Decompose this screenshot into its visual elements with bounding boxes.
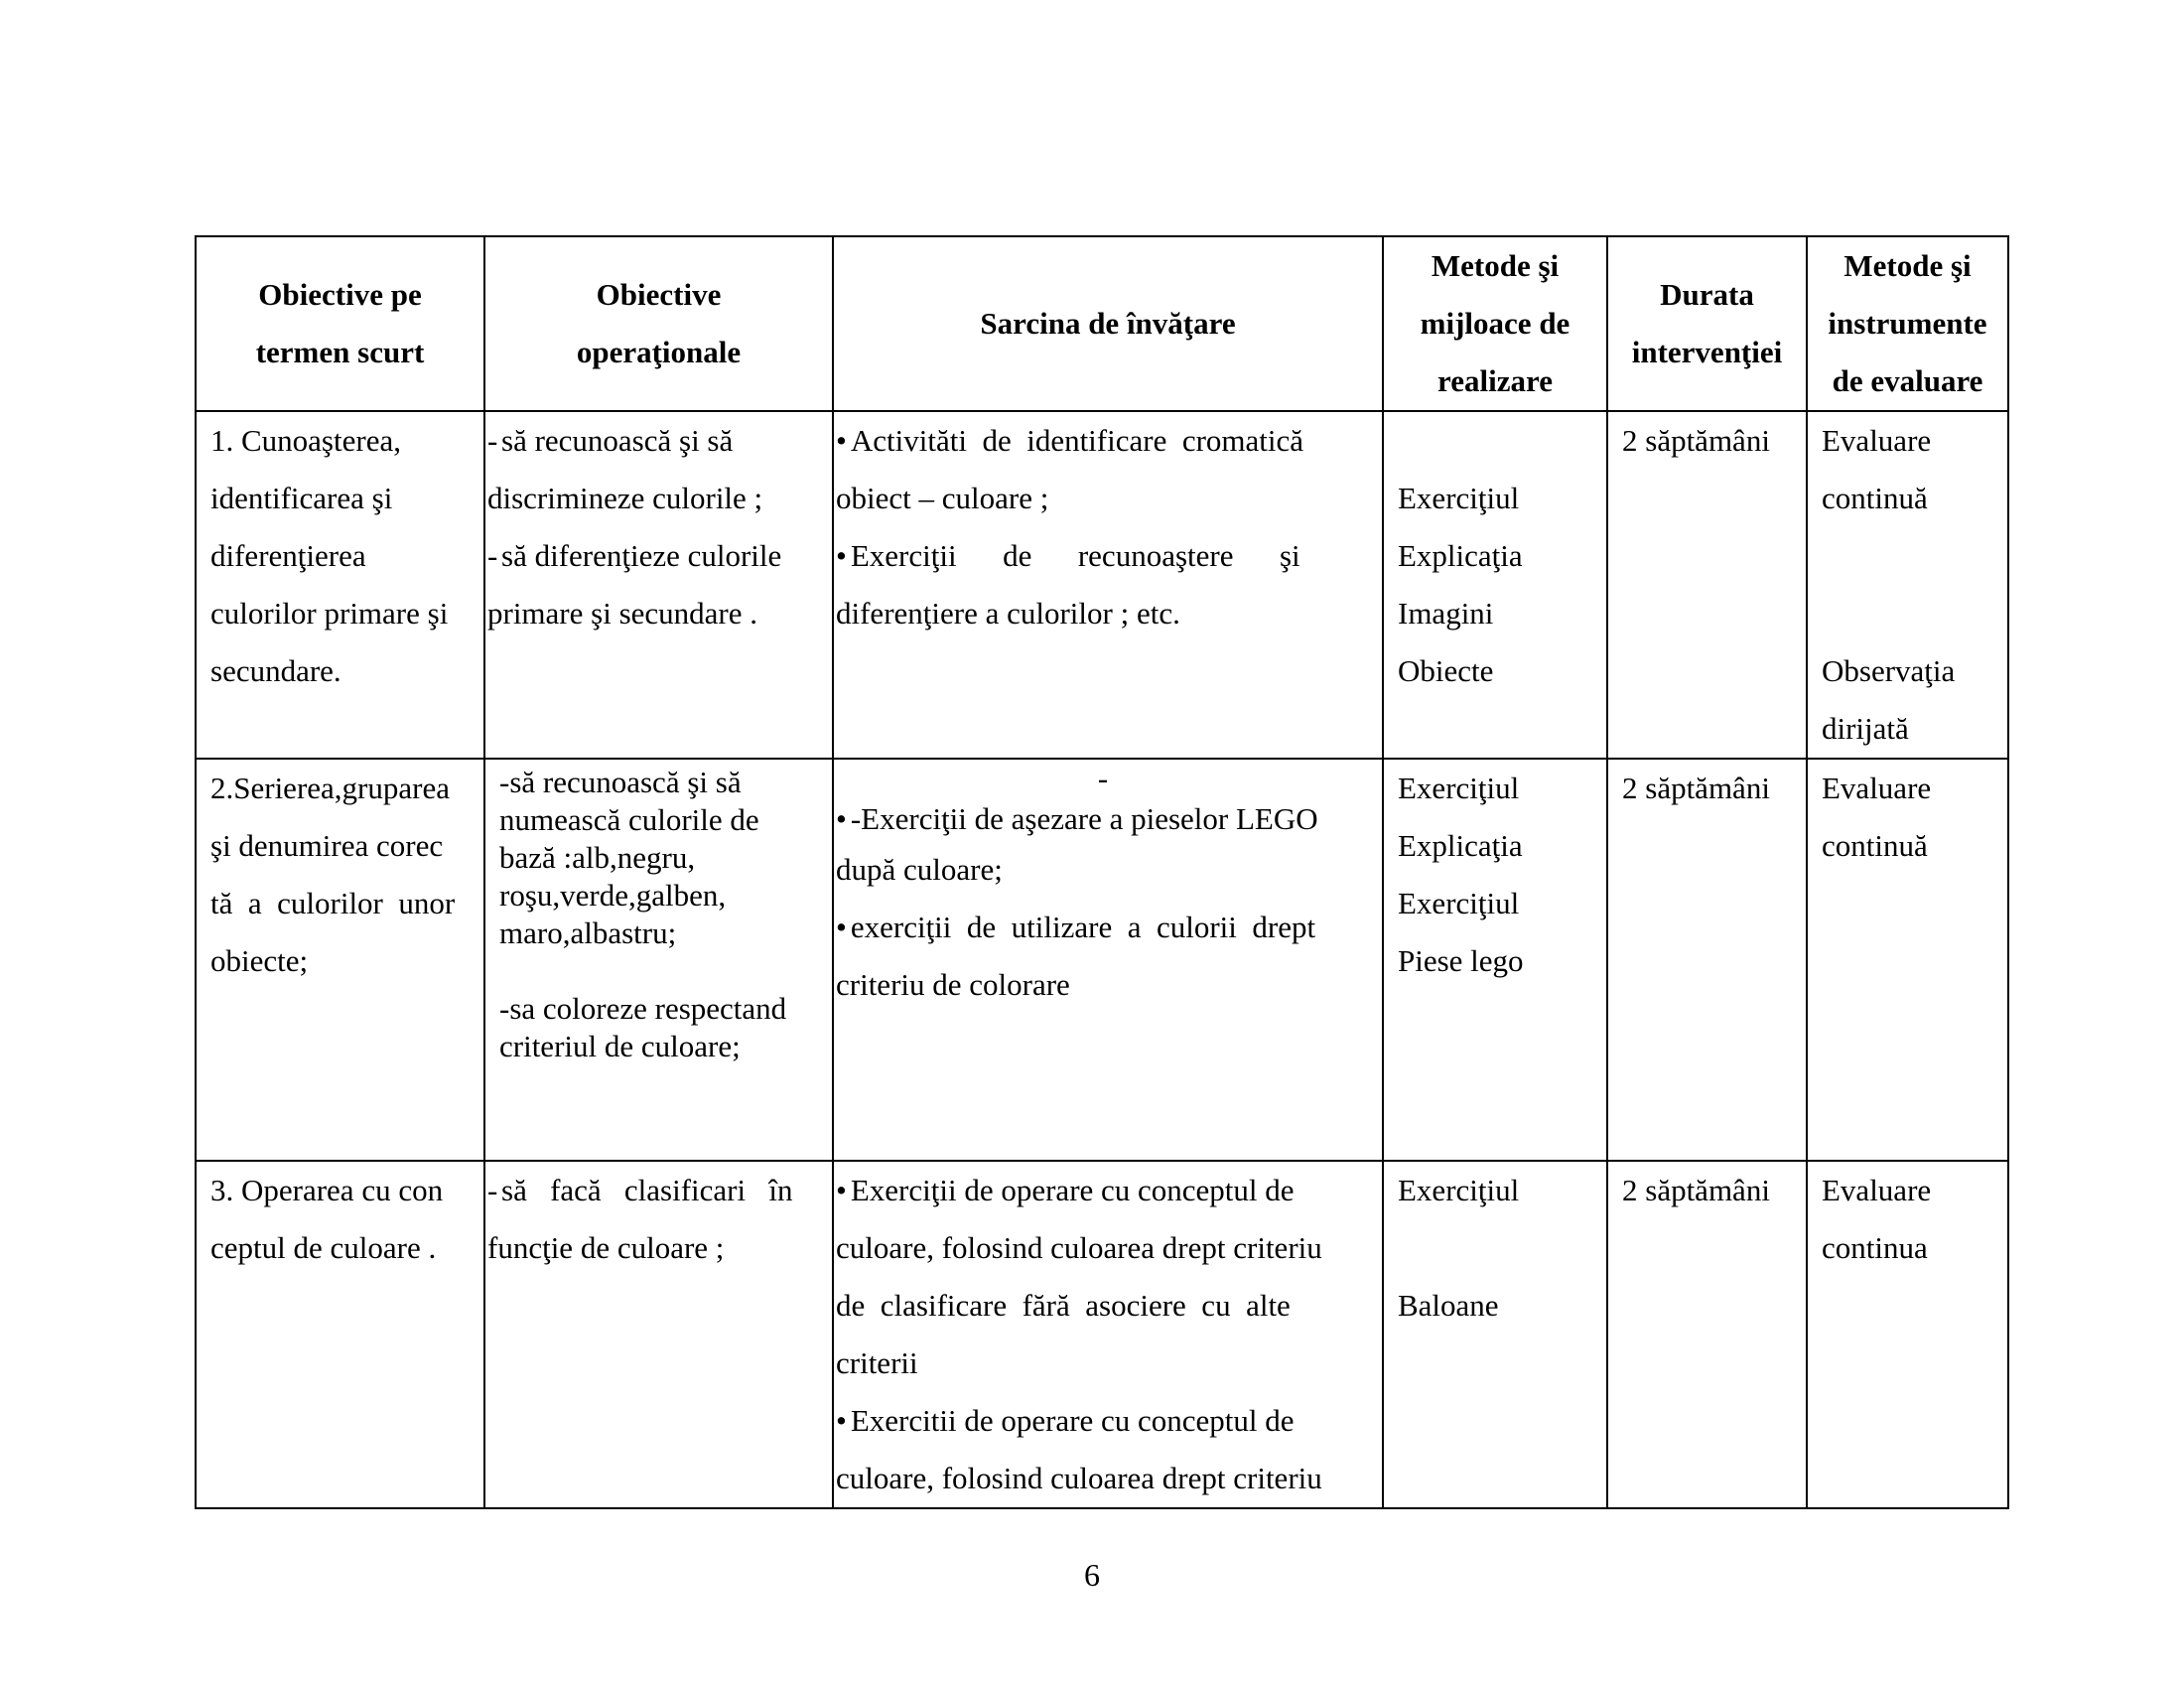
- cell-line: [487, 527, 820, 585]
- header-line: Sarcina de învăţare: [980, 306, 1236, 341]
- header-line: termen scurt: [255, 335, 425, 369]
- cell-line: -să recunoască şi să: [499, 765, 742, 799]
- cell-text: să diferenţieze culorile: [501, 538, 782, 573]
- cell-line: Imagini: [1398, 596, 1494, 631]
- header-sarcina-de-invatare: [833, 236, 1383, 411]
- cell-line: Exerciţiul: [1398, 481, 1520, 515]
- cell-line: 2 săptămâni: [1622, 771, 1770, 805]
- header-line: Obiective: [596, 277, 722, 312]
- header-line: de evaluare: [1832, 363, 1983, 398]
- header-line: Metode şi: [1843, 248, 1972, 283]
- cell-sarcina: [833, 1161, 1383, 1508]
- cell-line: diferenţiere a culorilor ; etc.: [836, 596, 1180, 631]
- bullet-item: • Exerciţii de operare cu conceptul de: [836, 1162, 1370, 1219]
- header-metode-mijloace: [1383, 236, 1607, 411]
- cell-metode: [1383, 1161, 1607, 1508]
- cell-line: ceptul de culoare .: [210, 1230, 437, 1265]
- cell-evaluare: [1807, 1161, 2008, 1508]
- cell-line: obiecte;: [210, 943, 309, 978]
- header-obiective-termen-scurt: [196, 236, 484, 411]
- page-number: 6: [1084, 1557, 1100, 1593]
- bullet-item: • Exerciţii de recunoaştere şi: [836, 527, 1370, 585]
- cell-line: identificarea şi: [210, 481, 393, 515]
- header-metode-instrumente: [1807, 236, 2008, 411]
- cell-sarcina: [833, 411, 1383, 759]
- cell-spacer: [1398, 412, 1592, 470]
- cell-line: Observaţia: [1822, 653, 1956, 688]
- cell-line: 2 săptămâni: [1622, 423, 1770, 458]
- cell-line: dirijată: [1822, 711, 1909, 746]
- cell-spacer: [1822, 527, 1993, 585]
- dash-marker: -: [487, 423, 498, 458]
- cell-line: culoare, folosind culoarea drept criteriu: [836, 1230, 1322, 1265]
- cell-line: Evaluare: [1822, 1173, 1932, 1207]
- header-line: intervenţiei: [1631, 335, 1783, 369]
- planning-table-container: [195, 235, 2007, 1509]
- table-row: [196, 1161, 2008, 1508]
- header-line: instrumente: [1828, 306, 1987, 341]
- cell-spacer: [1398, 1219, 1592, 1277]
- cell-line: Exerciţiul: [1398, 886, 1520, 920]
- cell-line: Explicaţia: [1398, 828, 1523, 863]
- cell-line: continuă: [1822, 828, 1928, 863]
- cell-line: Explicaţia: [1398, 538, 1523, 573]
- cell-obiectiv-operational: [484, 1161, 833, 1508]
- cell-line: diferenţierea: [210, 538, 366, 573]
- cell-line: obiect – culoare ;: [836, 481, 1049, 515]
- header-line: operaţionale: [576, 335, 742, 369]
- cell-line: criteriu de colorare: [836, 967, 1070, 1002]
- cell-text: să facă clasificari în: [501, 1173, 793, 1207]
- cell-line: Exerciţiul: [1398, 771, 1520, 805]
- cell-evaluare: [1807, 759, 2008, 1161]
- cell-line: continua: [1822, 1230, 1928, 1265]
- cell-line: de clasificare fără asociere cu alte: [836, 1288, 1291, 1323]
- cell-obiectiv-operational: [484, 759, 833, 1161]
- cell-line: discrimineze culorile ;: [487, 481, 763, 515]
- header-line: Obiective pe: [258, 277, 422, 312]
- header-line: Metode şi: [1431, 248, 1560, 283]
- cell-line: Exerciţiul: [1398, 1173, 1520, 1207]
- cell-line: 2.Serierea,gruparea: [210, 771, 450, 805]
- cell-line: 2 săptămâni: [1622, 1173, 1770, 1207]
- cell-line: maro,albastru;: [499, 915, 677, 950]
- cell-line: tă a culorilor unor: [210, 886, 456, 920]
- cell-obiectiv-scurt: [196, 759, 484, 1161]
- bullet-item: • exerciţii de utilizare a culorii drept: [836, 899, 1370, 956]
- dash-marker: -: [487, 538, 498, 573]
- header-durata: [1607, 236, 1807, 411]
- cell-line: continuă: [1822, 481, 1928, 515]
- cell-metode: [1383, 411, 1607, 759]
- cell-line: criterii: [836, 1345, 918, 1380]
- cell-line: Piese lego: [1398, 943, 1524, 978]
- table-header-row: [196, 236, 2008, 411]
- cell-line: 3. Operarea cu con: [210, 1173, 444, 1207]
- cell-text: să recunoască şi să: [501, 423, 734, 458]
- cell-dash: -: [1097, 761, 1109, 795]
- cell-durata: [1607, 759, 1807, 1161]
- cell-metode: [1383, 759, 1607, 1161]
- planning-table: [195, 235, 2009, 1509]
- cell-line: 1. Cunoaşterea,: [210, 423, 401, 458]
- table-row: [196, 411, 2008, 759]
- cell-line: Evaluare: [1822, 423, 1932, 458]
- cell-line: după culoare;: [836, 852, 1003, 887]
- header-line: realizare: [1437, 363, 1553, 398]
- cell-line: bază :alb,negru,: [499, 840, 696, 875]
- header-line: mijloace de: [1420, 306, 1570, 341]
- cell-line: numească culorile de: [499, 802, 759, 837]
- bullet-item: • -Exerciţii de aşezare a pieselor LEGO: [836, 797, 1370, 841]
- dash-marker: -: [487, 1173, 498, 1207]
- cell-line: şi denumirea corec: [210, 828, 444, 863]
- cell-line: [487, 412, 820, 470]
- cell-obiectiv-scurt: [196, 411, 484, 759]
- table-row: [196, 759, 2008, 1161]
- cell-sarcina: [833, 759, 1383, 1161]
- bullet-item: • Exercitii de operare cu conceptul de: [836, 1392, 1370, 1450]
- cell-obiectiv-operational: [484, 411, 833, 759]
- cell-line: Evaluare: [1822, 771, 1932, 805]
- cell-line: [487, 1162, 820, 1219]
- cell-line: secundare.: [210, 653, 341, 688]
- cell-durata: [1607, 411, 1807, 759]
- cell-evaluare: [1807, 411, 2008, 759]
- header-line: Durata: [1660, 277, 1754, 312]
- cell-line: culorilor primare şi: [210, 596, 449, 631]
- cell-obiectiv-scurt: [196, 1161, 484, 1508]
- cell-line: Baloane: [1398, 1288, 1499, 1323]
- cell-line: funcţie de culoare ;: [487, 1230, 725, 1265]
- cell-spacer: [499, 952, 818, 990]
- cell-line: Obiecte: [1398, 653, 1494, 688]
- cell-line: primare şi secundare .: [487, 596, 757, 631]
- cell-line: roşu,verde,galben,: [499, 878, 727, 913]
- bullet-item: • Activităti de identificare cromatică: [836, 412, 1370, 470]
- cell-spacer: [1822, 585, 1993, 642]
- cell-line: culoare, folosind culoarea drept criteriu: [836, 1461, 1322, 1495]
- cell-line: -sa coloreze respectand: [499, 991, 787, 1026]
- header-obiective-operationale: [484, 236, 833, 411]
- cell-line: criteriul de culoare;: [499, 1029, 741, 1063]
- cell-durata: [1607, 1161, 1807, 1508]
